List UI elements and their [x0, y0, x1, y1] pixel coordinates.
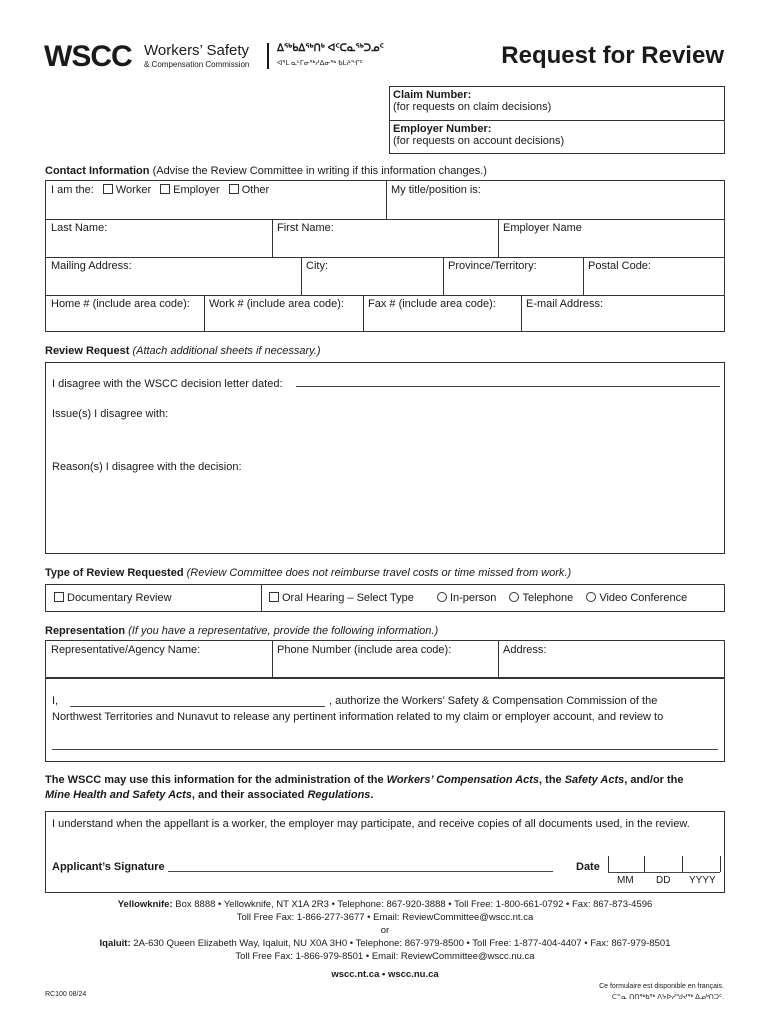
- claim-number-label: Claim Number:: [393, 89, 472, 101]
- form-code: RC100 08/24: [45, 991, 87, 998]
- yellowknife-label: Yellowknife:: [117, 899, 173, 910]
- contact-heading-note: (Advise the Review Committee in writing if this information changes.): [152, 165, 487, 177]
- issues-label: Issue(s) I disagree with:: [52, 408, 169, 420]
- last-name-field[interactable]: [46, 219, 272, 257]
- video-conference-label: Video Conference: [599, 592, 688, 604]
- signature-box: [45, 811, 725, 893]
- representation-note: (If you have a representative, provide the following information.): [128, 625, 439, 637]
- footer-or: or: [380, 925, 390, 936]
- oral-hearing-label: Oral Hearing – Select Type: [282, 592, 414, 604]
- notice-regulations: Regulations: [307, 789, 371, 801]
- telephone-label: Telephone: [522, 592, 574, 604]
- province-field[interactable]: [443, 257, 583, 295]
- postal-code-field[interactable]: [583, 257, 724, 295]
- notice-part-3: , the: [539, 774, 565, 786]
- auth-i-label: I,: [52, 695, 59, 707]
- employer-name-field[interactable]: [498, 219, 724, 257]
- representation-heading: [45, 625, 438, 637]
- agency-name-label: Representative/Agency Name:: [51, 644, 201, 656]
- representation-title: Representation: [45, 625, 126, 637]
- worker-checkbox[interactable]: [103, 184, 113, 194]
- email-field[interactable]: [521, 295, 724, 331]
- date-tick-3: [682, 856, 683, 872]
- date-yyyy: YYYY: [689, 875, 716, 886]
- postal-code-label: Postal Code:: [588, 260, 651, 272]
- first-name-label: First Name:: [277, 222, 334, 234]
- title-position-field[interactable]: [386, 181, 724, 219]
- privacy-notice: [45, 773, 725, 803]
- notice-part-9: .: [370, 789, 374, 801]
- email-label: E-mail Address:: [526, 298, 604, 310]
- review-request-note: (Attach additional sheets if necessary.): [132, 345, 321, 357]
- notice-mine-acts: Mine Health and Safety Acts: [45, 789, 192, 801]
- review-type-box: [45, 584, 725, 612]
- employer-number-note: (for requests on account decisions): [393, 135, 565, 147]
- auth-text-2: Northwest Territories and Nunavut to release any pertinent information related to my claim or employer account, and review to: [52, 711, 664, 723]
- mailing-address-field[interactable]: [46, 257, 301, 295]
- home-phone-label: Home # (include area code):: [51, 298, 190, 310]
- logo-syllabics-2: ᐊᕐᒪ ᓇᒻᒥᓂᖅᓱᐃᓂᖅ ᑲᒪᔨᖏᑦ: [277, 60, 363, 67]
- iqaluit-line-1: [0, 938, 770, 949]
- date-tick-2: [644, 856, 645, 872]
- notice-workers-acts: Workers’ Compensation Acts: [386, 774, 540, 786]
- employer-label: Employer: [173, 184, 220, 196]
- title-position-label: My title/position is:: [391, 184, 481, 196]
- contact-heading: [45, 165, 487, 177]
- review-request-box[interactable]: [45, 362, 725, 554]
- last-name-label: Last Name:: [51, 222, 108, 234]
- representation-table: [45, 640, 725, 678]
- contact-table: [45, 180, 725, 332]
- auth-review-line[interactable]: [52, 749, 718, 750]
- notice-part-1: The WSCC may use this information for the administration of the: [45, 774, 387, 786]
- applicant-signature-label: Applicant’s Signature: [52, 861, 165, 873]
- claim-number-note: (for requests on claim decisions): [393, 101, 552, 113]
- telephone-radio[interactable]: [509, 592, 519, 602]
- contact-heading-title: Contact Information: [45, 165, 150, 177]
- documentary-checkbox[interactable]: [54, 592, 64, 602]
- date-label: Date: [576, 861, 600, 873]
- work-phone-label: Work # (include area code):: [209, 298, 344, 310]
- date-field[interactable]: [608, 856, 720, 873]
- employer-number-label: Employer Number:: [393, 123, 492, 135]
- applicant-signature-line[interactable]: [168, 871, 553, 872]
- page-title: Request for Review: [501, 42, 724, 69]
- iqaluit-label: Iqaluit:: [99, 938, 131, 949]
- logo-line1: Workers’ Safety: [144, 42, 250, 59]
- city-label: City:: [306, 260, 328, 272]
- wscc-logo: [44, 40, 394, 74]
- review-type-note: (Review Committee does not reimburse travel costs or time missed from work.): [186, 567, 572, 579]
- video-conference-radio[interactable]: [586, 592, 596, 602]
- rep-address-label: Address:: [503, 644, 547, 656]
- in-person-radio[interactable]: [437, 592, 447, 602]
- rep-phone-label: Phone Number (include area code):: [277, 644, 452, 656]
- date-mm: MM: [617, 875, 634, 886]
- province-label: Province/Territory:: [448, 260, 537, 272]
- review-request-title: Review Request: [45, 345, 130, 357]
- documentary-option[interactable]: [46, 589, 261, 607]
- review-type-heading: [45, 567, 571, 579]
- fax-field[interactable]: [363, 295, 521, 331]
- websites[interactable]: wscc.nt.ca • wscc.nu.ca: [331, 969, 439, 980]
- documentary-label: Documentary Review: [67, 592, 172, 604]
- worker-label: Worker: [115, 184, 152, 196]
- oral-hearing-checkbox[interactable]: [269, 592, 279, 602]
- agency-name-field[interactable]: [46, 641, 272, 677]
- understand-statement: I understand when the appellant is a worker, the employer may participate, and receive copies of all documents used, in the review.: [52, 818, 690, 830]
- work-phone-field[interactable]: [204, 295, 363, 331]
- decision-letter-label: I disagree with the WSCC decision letter dated:: [52, 378, 283, 390]
- french-availability: Ce formulaire est disponible en français.: [599, 983, 724, 990]
- mailing-address-label: Mailing Address:: [51, 260, 132, 272]
- logo-wordmark: WSCC: [44, 40, 132, 73]
- logo-syllabics-1: ᐃᖅᑲᐃᖅᑎᒃ ᐊᑦᑕᓇᖅᑐᓄᑦ: [277, 43, 384, 54]
- notice-part-5: , and/or the: [624, 774, 684, 786]
- rep-address-field[interactable]: [498, 641, 724, 677]
- reasons-label: Reason(s) I disagree with the decision:: [52, 461, 242, 473]
- date-dd: DD: [656, 875, 671, 886]
- city-field[interactable]: [301, 257, 443, 295]
- auth-text-1: , authorize the Workers’ Safety & Compensation Commission of the: [329, 695, 658, 707]
- iqaluit-details: 2A-630 Queen Elizabeth Way, Iqaluit, NU X0A 3H0 • Telephone: 867-979-8500 • Toll Free: 1-877-404-4407 • Fax: 867-979-8501: [133, 938, 671, 949]
- oral-hearing-option[interactable]: [261, 589, 723, 607]
- review-type-title: Type of Review Requested: [45, 567, 184, 579]
- employer-name-label: Employer Name: [503, 222, 582, 234]
- notice-safety-acts: Safety Acts: [564, 774, 625, 786]
- date-tick-4: [720, 856, 721, 872]
- other-checkbox[interactable]: [229, 184, 239, 194]
- authorization-box: [45, 678, 725, 762]
- first-name-field[interactable]: [272, 219, 498, 257]
- other-label: Other: [241, 184, 270, 196]
- yellowknife-line-2: Toll Free Fax: 1-866-277-3677 • Email: ReviewCommittee@wscc.nt.ca: [236, 912, 534, 923]
- yellowknife-details: Box 8888 • Yellowknife, NT X1A 2R3 • Telephone: 867-920-3888 • Toll Free: 1-800-661-0792 • Fax: 867-873-4596: [175, 899, 653, 910]
- claim-number-field[interactable]: [390, 87, 724, 121]
- yellowknife-line-1: [0, 899, 770, 910]
- in-person-label: In-person: [449, 592, 497, 604]
- home-phone-field[interactable]: [46, 295, 204, 331]
- claim-employer-box: [389, 86, 725, 154]
- logo-line2: & Compensation Commission: [144, 60, 250, 69]
- employer-number-field[interactable]: [390, 121, 724, 155]
- fax-label: Fax # (include area code):: [368, 298, 496, 310]
- notice-part-7: , and their associated: [191, 789, 308, 801]
- rep-phone-field[interactable]: [272, 641, 498, 677]
- employer-checkbox[interactable]: [160, 184, 170, 194]
- decision-letter-date-line[interactable]: [296, 386, 720, 387]
- i-am-the-field: [46, 181, 386, 199]
- syllabic-availability: ᑖᓐᓇ ᑎᑎᖅᑲᖅ ᐱᔭᐅᓲᖑᔪᖅ ᐃᓄᒃᑎᑐᑦ.: [611, 994, 724, 1001]
- iqaluit-line-2: Toll Free Fax: 1-866-979-8501 • Email: ReviewCommittee@wscc.nu.ca: [235, 951, 535, 962]
- logo-divider: [267, 43, 269, 69]
- review-request-heading: [45, 345, 321, 357]
- auth-name-line[interactable]: [70, 706, 325, 707]
- date-tick-1: [608, 856, 609, 872]
- i-am-the-label: I am the:: [51, 184, 94, 196]
